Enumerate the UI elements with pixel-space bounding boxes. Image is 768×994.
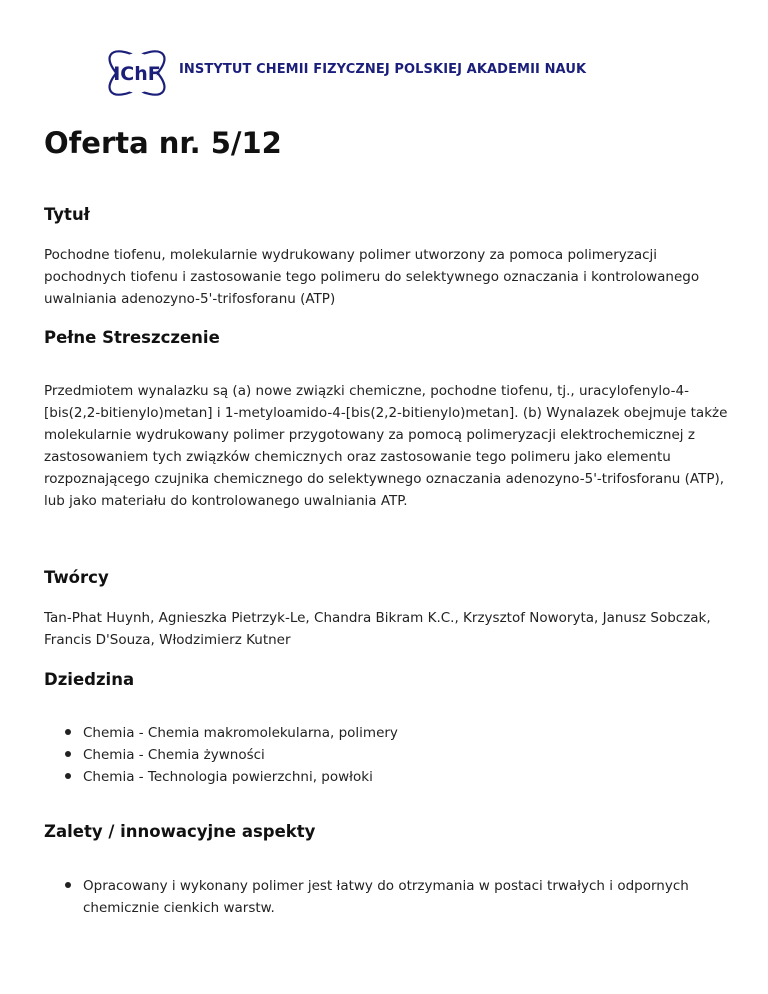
section-text-streszczenie: Przedmiotem wynalazku są (a) nowe związki chemiczne, pochodne tiofenu, tj., uracylofenylo-4-[bis(2,2-bitienylo)metan] i 1-metyloamido-4-[bis(2,2-bitienylo)metan]. (b) Wynalazek obejmuje także molekularnie wydrukowany polimer przygotowany za pomocą polimeryzacji elektrochemicznej z zastosowaniem tych związków chemicznych oraz zastosowanie tego polimeru jako elementu rozpoznającego czujnika chemicznego do selektywnego oznaczania adenozyno-5'-trifosforanu (ATP), lub jako materiału do kontrolowanego uwalniania ATP. xyxy=(44,383,728,509)
list-item: Chemia - Technologia powierzchni, powłoki xyxy=(60,766,730,788)
section-text-tytul: Pochodne tiofenu, molekularnie wydrukowany polimer utworzony za pomoca polimeryzacji pochodnych tiofenu i zastosowanie tego polimeru do selektywnego oznaczania i kontrolowanego uwalniania adenozyno-5'-trifosforanu (ATP) xyxy=(44,247,700,307)
zalety-list xyxy=(60,875,730,919)
section-heading-streszczenie: Pełne Streszczenie xyxy=(44,328,220,347)
bullet-icon xyxy=(65,882,71,888)
list-item: Opracowany i wykonany polimer jest łatwy do otrzymania w postaci trwałych i odpornych chemicznie cienkich warstw. xyxy=(60,875,730,919)
section-heading-dziedzina: Dziedzina xyxy=(44,670,135,689)
institute-name: INSTYTUT CHEMII FIZYCZNEJ POLSKIEJ AKADEMII NAUK xyxy=(179,62,587,77)
section-heading-tytul: Tytuł xyxy=(44,205,90,224)
ichf-logo xyxy=(100,38,174,108)
page-title: Oferta nr. 5/12 xyxy=(44,126,282,160)
section-heading-tworcy: Twórcy xyxy=(44,568,109,587)
bullet-icon xyxy=(65,773,71,779)
section-text-tworcy: Tan-Phat Huynh, Agnieszka Pietrzyk-Le, Chandra Bikram K.C., Krzysztof Noworyta, Janusz Sobczak, Francis D'Souza, Włodzimierz Kutner xyxy=(44,610,711,648)
bullet-icon xyxy=(65,729,71,735)
section-heading-zalety: Zalety / innowacyjne aspekty xyxy=(44,822,316,841)
header xyxy=(100,38,720,108)
logo-text: IChF xyxy=(113,63,161,85)
list-item: Chemia - Chemia makromolekularna, polimery xyxy=(60,722,730,744)
list-item: Chemia - Chemia żywności xyxy=(60,744,730,766)
dziedzina-list xyxy=(60,722,730,788)
bullet-icon xyxy=(65,751,71,757)
